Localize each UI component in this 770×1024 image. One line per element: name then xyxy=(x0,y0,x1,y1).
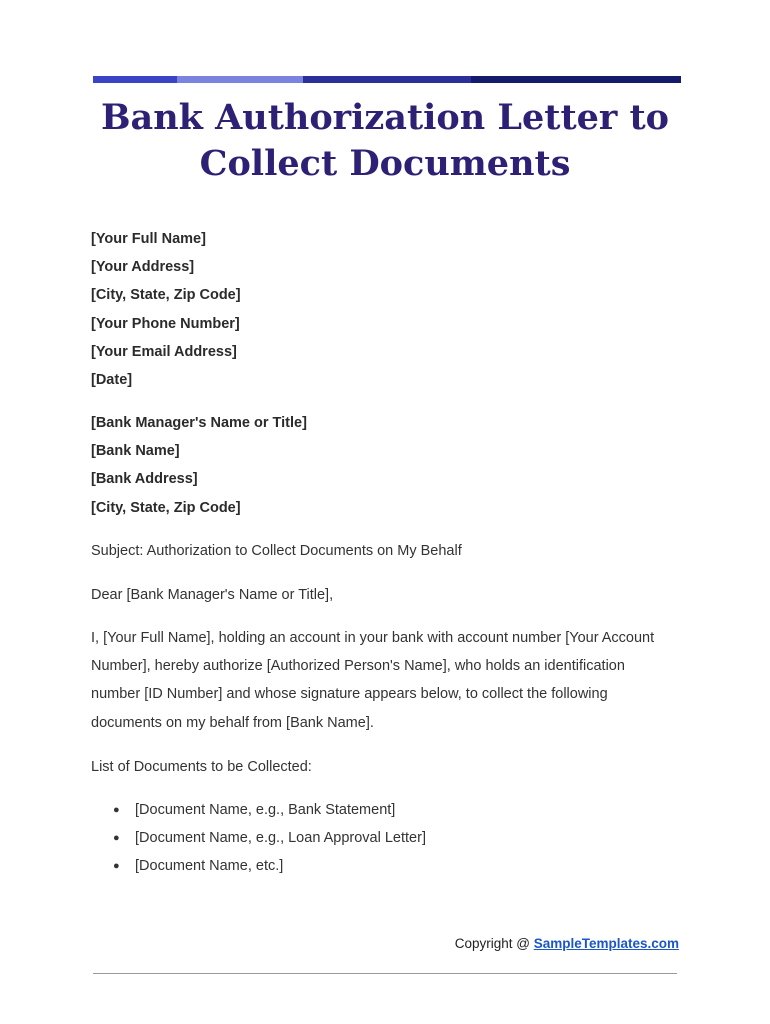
document-item-text: [Document Name, e.g., Loan Approval Letter] xyxy=(135,830,426,847)
header-bar-segment xyxy=(471,76,681,83)
recipient-bank-address: [Bank Address] xyxy=(91,471,198,488)
sender-address-block xyxy=(91,225,241,394)
bullet-icon: ● xyxy=(113,860,120,873)
subject-line xyxy=(91,537,462,565)
sender-phone: [Your Phone Number] xyxy=(91,315,240,332)
header-bar-segment xyxy=(93,76,177,83)
recipient-bank-name: [Bank Name] xyxy=(91,443,180,460)
copyright-prefix: Copyright @ xyxy=(454,936,534,951)
document-title xyxy=(60,95,710,187)
body-line: documents on my behalf from [Bank Name]. xyxy=(91,714,374,731)
list-item xyxy=(91,796,426,824)
title-line-2: Collect Documents xyxy=(199,143,571,184)
documents-list xyxy=(91,796,426,881)
bullet-icon: ● xyxy=(113,832,120,845)
body-paragraph xyxy=(91,624,654,737)
recipient-manager: [Bank Manager's Name or Title] xyxy=(91,415,307,431)
body-line: number [ID Number] and whose signature appears below, to collect the following xyxy=(91,686,608,703)
sampletemplates-link[interactable]: SampleTemplates.com xyxy=(533,936,679,951)
bullet-icon: ● xyxy=(113,804,120,816)
sender-city-state-zip: [City, State, Zip Code] xyxy=(91,287,241,304)
body-line: I, [Your Full Name], holding an account in your bank with account number [Your Account xyxy=(91,630,655,646)
footer-divider xyxy=(93,973,677,974)
header-color-bar xyxy=(93,76,681,83)
header-bar-segment xyxy=(303,76,471,83)
copyright-footer xyxy=(455,936,679,951)
document-item-text: [Document Name, e.g., Bank Statement] xyxy=(135,802,396,818)
sender-address: [Your Address] xyxy=(91,259,195,276)
header-bar-segment xyxy=(177,76,303,83)
letter-date: [Date] xyxy=(91,372,133,389)
list-title-text: List of Documents to be Collected: xyxy=(91,759,312,775)
salutation xyxy=(91,581,333,609)
title-line-1: Bank Authorization Letter to xyxy=(100,97,670,138)
recipient-city-state-zip: [City, State, Zip Code] xyxy=(91,499,241,516)
sender-email: [Your Email Address] xyxy=(91,343,237,360)
salutation-text: Dear [Bank Manager's Name or Title], xyxy=(91,587,334,603)
list-item xyxy=(91,824,426,852)
documents-list-heading xyxy=(91,753,312,781)
recipient-address-block xyxy=(91,409,307,522)
list-item xyxy=(91,852,426,880)
document-item-text: [Document Name, etc.] xyxy=(135,858,284,875)
body-line: Number], hereby authorize [Authorized Person's Name], who holds an identification xyxy=(91,658,625,675)
subject-text: Subject: Authorization to Collect Documents on My Behalf xyxy=(91,543,462,559)
sender-full-name: [Your Full Name] xyxy=(91,231,206,247)
